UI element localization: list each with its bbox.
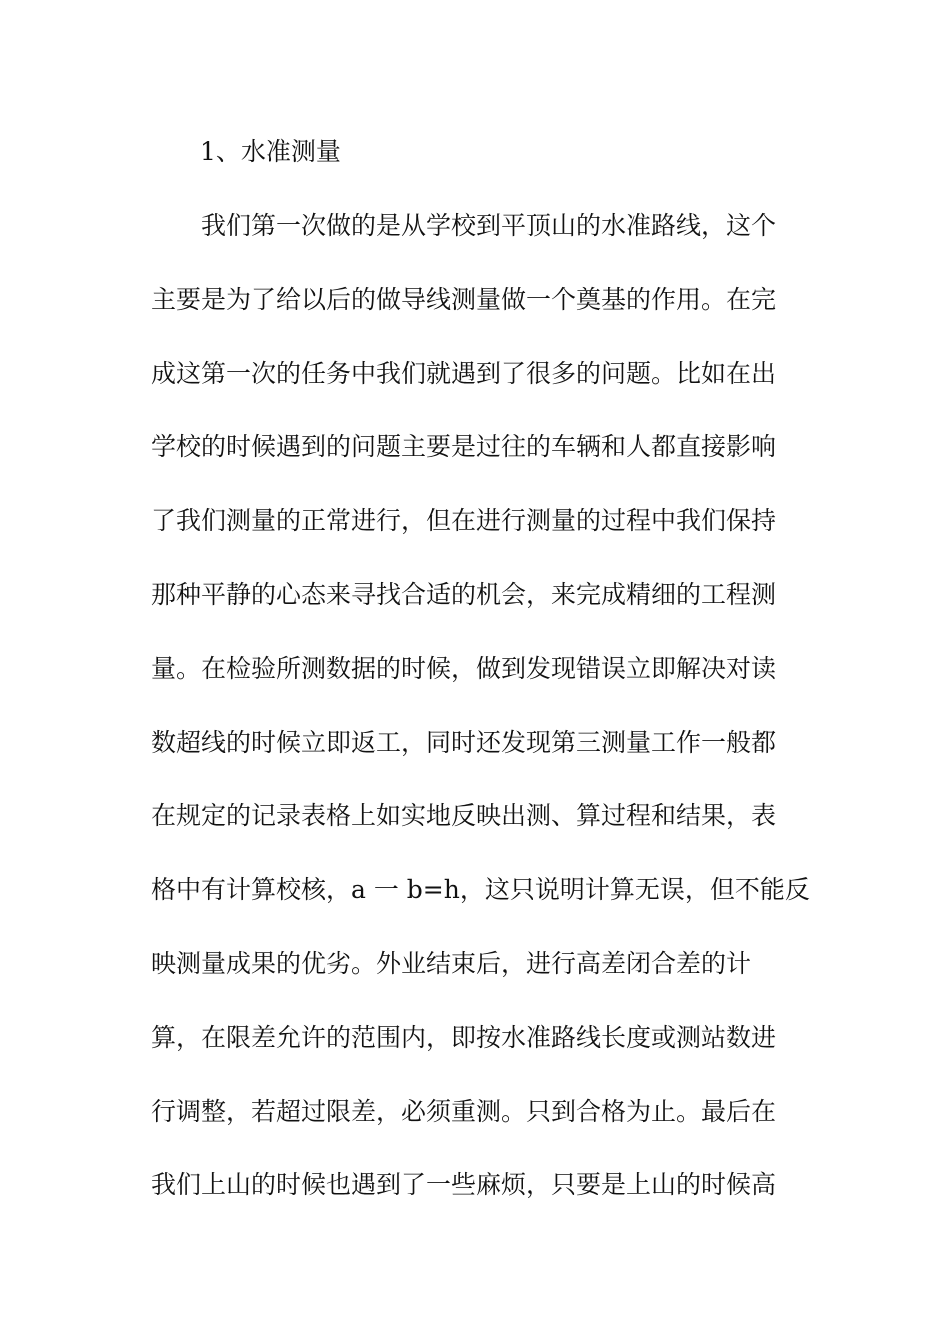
paragraph-line: 格中有计算校核，a 一 b=h，这只说明计算无误，但不能反 [151, 875, 810, 905]
paragraph-line: 行调整，若超过限差，必须重测。只到合格为止。最后在 [151, 1096, 777, 1126]
paragraph-line: 量。在检验所测数据的时候，做到发现错误立即解决对读 [151, 653, 777, 683]
paragraph-line: 算，在限差允许的范围内，即按水准路线长度或测站数进 [151, 1022, 777, 1052]
paragraph-line: 了我们测量的正常进行，但在进行测量的过程中我们保持 [151, 506, 777, 536]
paragraph-line: 映测量成果的优劣。外业结束后，进行高差闭合差的计 [151, 948, 752, 978]
paragraph-line: 在规定的记录表格上如实地反映出测、算过程和结果，表 [151, 801, 777, 831]
paragraph-line: 那种平静的心态来寻找合适的机会，来完成精细的工程测 [151, 579, 777, 609]
paragraph-line: 我们第一次做的是从学校到平顶山的水准路线，这个 [201, 211, 777, 240]
paragraph-line: 主要是为了给以后的做导线测量做一个奠基的作用。在完 [151, 284, 777, 314]
paragraph-line: 我们上山的时候也遇到了一些麻烦，只要是上山的时候高 [151, 1170, 777, 1200]
section-heading: 1、水准测量 [200, 137, 341, 166]
paragraph-line: 学校的时候遇到的问题主要是过往的车辆和人都直接影响 [151, 432, 777, 462]
body-paragraph [151, 206, 811, 1239]
paragraph-line: 数超线的时候立即返工，同时还发现第三测量工作一般都 [151, 727, 777, 757]
paragraph-line: 成这第一次的任务中我们就遇到了很多的问题。比如在出 [151, 358, 777, 388]
